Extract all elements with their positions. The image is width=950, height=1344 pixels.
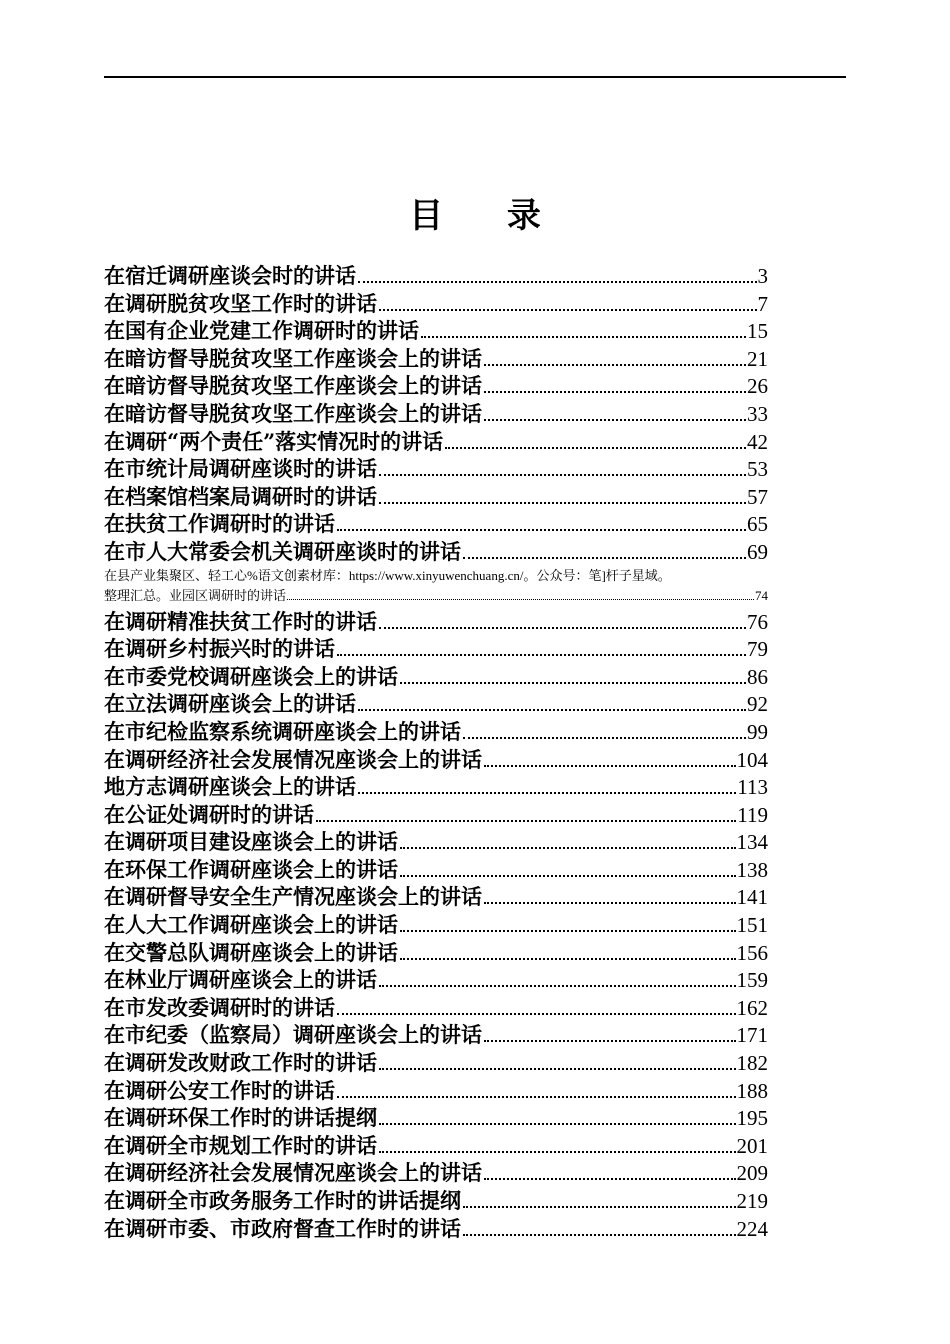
toc-entry[interactable] xyxy=(104,966,768,994)
toc-entry-page: 162 xyxy=(736,995,768,1020)
toc-entry-label: 地方志调研座谈会上的讲话 xyxy=(104,774,356,800)
toc-title: 目 录 xyxy=(409,196,567,236)
toc-leader-dots xyxy=(337,1013,736,1015)
toc-leader-dots xyxy=(358,709,746,711)
toc-entry[interactable] xyxy=(104,262,768,290)
toc-entry-page: 69 xyxy=(747,539,768,564)
toc-leader-dots xyxy=(484,364,746,366)
toc-entry[interactable] xyxy=(104,718,768,746)
toc-entry[interactable] xyxy=(104,746,768,774)
toc-entry-label: 在调研公安工作时的讲话 xyxy=(104,1077,335,1103)
toc-entry-label: 在交警总队调研座谈会上的讲话 xyxy=(104,939,398,965)
toc-leader-dots xyxy=(463,1206,736,1208)
toc-entry-label: 在市纪检监察系统调研座谈会上的讲话 xyxy=(104,718,461,744)
toc-leader-dots xyxy=(400,958,736,960)
toc-entry[interactable] xyxy=(104,428,768,456)
toc-entry-label: 在暗访督导脱贫攻坚工作座谈会上的讲话 xyxy=(104,345,482,371)
toc-entry[interactable] xyxy=(104,690,768,718)
toc-leader-dots xyxy=(400,930,736,932)
toc-entry-page: 15 xyxy=(747,319,768,344)
toc-entry[interactable] xyxy=(104,608,768,636)
toc-entry-label: 在国有企业党建工作调研时的讲话 xyxy=(104,318,419,344)
toc-entry-label: 在宿迁调研座谈会时的讲话 xyxy=(104,263,356,288)
toc-entry-page: 159 xyxy=(736,968,768,993)
toc-entry[interactable] xyxy=(104,400,768,428)
toc-entry-page: 156 xyxy=(736,940,768,965)
toc-entry[interactable] xyxy=(104,856,768,884)
toc-leader-dots xyxy=(445,447,746,449)
toc-entry-page: 219 xyxy=(736,1189,768,1213)
toc-entry-label: 在调研脱贫攻坚工作时的讲话 xyxy=(104,290,377,316)
toc-leader-dots xyxy=(421,336,746,338)
toc-leader-dots xyxy=(379,1151,736,1153)
toc-entry-label: 在公证处调研时的讲话 xyxy=(104,801,314,827)
toc-leader-dots xyxy=(463,737,746,739)
toc-leader-dots xyxy=(379,474,746,476)
toc-entry[interactable] xyxy=(104,1132,768,1160)
header-rule xyxy=(104,76,846,78)
toc-entry-label: 在调研全市规划工作时的讲话 xyxy=(104,1132,377,1158)
toc-entry-page: 141 xyxy=(736,885,768,910)
toc-entry-label: 在调研乡村振兴时的讲话 xyxy=(104,636,335,662)
toc-entry-label: 在调研督导安全生产情况座谈会上的讲话 xyxy=(104,884,482,910)
toc-leader-dots xyxy=(484,1178,736,1180)
toc-leader-dots xyxy=(400,682,746,684)
toc-entry-page: 65 xyxy=(747,512,768,537)
toc-entry-page: 92 xyxy=(747,692,768,717)
toc-leader-dots xyxy=(379,502,746,504)
toc-entry-label: 在暗访督导脱贫攻坚工作座谈会上的讲话 xyxy=(104,373,482,399)
toc-entry[interactable] xyxy=(104,290,768,318)
toc-entry-label: 在调研全市政务服务工作时的讲话提纲 xyxy=(104,1188,461,1213)
toc-entry-page: 138 xyxy=(736,857,768,882)
toc-entry-page: 151 xyxy=(736,913,768,938)
toc-entry-page: 42 xyxy=(747,429,768,454)
toc-entry-page: 3 xyxy=(757,264,768,288)
toc-leader-dots xyxy=(337,1096,736,1098)
toc-entry-page: 201 xyxy=(736,1133,768,1158)
table-of-contents xyxy=(104,262,768,1242)
toc-entry[interactable] xyxy=(104,1077,768,1105)
toc-entry-page: 188 xyxy=(736,1078,768,1103)
toc-entry-label: 在市委党校调研座谈会上的讲话 xyxy=(104,663,398,689)
toc-entry-label: 在调研环保工作时的讲话提纲 xyxy=(104,1105,377,1131)
toc-entry-page: 57 xyxy=(747,484,768,509)
toc-entry-label: 在市纪委（监察局）调研座谈会上的讲话 xyxy=(104,1022,482,1048)
toc-entry-page: 134 xyxy=(736,830,768,855)
toc-entry[interactable] xyxy=(104,483,768,511)
toc-entry-label: 在市人大常委会机关调研座谈时的讲话 xyxy=(104,538,461,564)
toc-entry-label: 在市发改委调研时的讲话 xyxy=(104,994,335,1020)
toc-entry[interactable] xyxy=(104,1104,768,1132)
toc-leader-dots xyxy=(337,529,746,531)
toc-entry-page: 195 xyxy=(736,1106,768,1131)
toc-entry-label: 在扶贫工作调研时的讲话 xyxy=(104,511,335,537)
toc-entry[interactable] xyxy=(104,635,768,663)
toc-entry[interactable] xyxy=(104,345,768,373)
toc-entry-label: 在调研精准扶贫工作时的讲话 xyxy=(104,608,377,634)
toc-entry[interactable] xyxy=(104,1215,768,1243)
toc-leader-dots xyxy=(484,902,736,904)
toc-entry-label: 在调研“两个责任”落实情况时的讲话 xyxy=(104,428,444,454)
toc-entry-page: 86 xyxy=(747,664,768,689)
toc-entry[interactable] xyxy=(104,1187,768,1215)
toc-leader-dots xyxy=(484,419,746,421)
toc-leader-dots xyxy=(358,792,736,794)
toc-leader-dots xyxy=(400,847,736,849)
toc-entry-label: 在环保工作调研座谈会上的讲话 xyxy=(104,856,398,882)
toc-entry-page: 119 xyxy=(737,802,768,827)
toc-leader-dots xyxy=(379,985,736,987)
toc-entry[interactable] xyxy=(104,939,768,967)
toc-entry-page: 53 xyxy=(747,457,768,482)
toc-entry-page: 79 xyxy=(747,637,768,662)
toc-leader-dots xyxy=(484,765,736,767)
toc-small-line1: 在县产业集聚区、轻工心%语文创素材库：https://www.xinyuwenchuang.cn/。公众号：笔]杆子星域。 xyxy=(104,567,671,583)
toc-entry-page: 171 xyxy=(736,1023,768,1048)
toc-small-label: 整理汇总。业园区调研时的讲话 xyxy=(104,587,287,603)
toc-entry-label: 在档案馆档案局调研时的讲话 xyxy=(104,483,377,509)
toc-entry-label: 在暗访督导脱贫攻坚工作座谈会上的讲话 xyxy=(104,400,482,426)
toc-entry-page: 182 xyxy=(736,1051,768,1076)
toc-leader-dots xyxy=(287,599,754,600)
toc-entry-label: 在调研发改财政工作时的讲话 xyxy=(104,1050,377,1076)
toc-entry[interactable] xyxy=(104,883,768,911)
toc-entry-label: 在调研市委、市政府督查工作时的讲话 xyxy=(104,1215,461,1241)
toc-leader-dots xyxy=(484,1040,736,1042)
toc-entry-page: 76 xyxy=(747,609,768,634)
toc-entry-label: 在人大工作调研座谈会上的讲话 xyxy=(104,912,398,938)
toc-entry[interactable] xyxy=(104,1049,768,1077)
toc-leader-dots xyxy=(379,1123,736,1125)
toc-leader-dots xyxy=(463,557,746,559)
toc-entry-label: 在市统计局调研座谈时的讲话 xyxy=(104,456,377,482)
toc-small-page: 74 xyxy=(755,587,768,603)
toc-entry-page: 209 xyxy=(736,1161,768,1186)
toc-entry-page: 33 xyxy=(747,401,768,426)
toc-entry-page: 26 xyxy=(747,374,768,399)
toc-entry[interactable] xyxy=(104,372,768,400)
toc-leader-dots xyxy=(463,1234,736,1236)
toc-leader-dots xyxy=(337,654,746,656)
toc-entry-page: 113 xyxy=(737,775,768,800)
toc-leader-dots xyxy=(316,820,736,822)
toc-entry[interactable] xyxy=(104,510,768,538)
toc-entry[interactable] xyxy=(104,663,768,691)
toc-list-a xyxy=(104,262,768,566)
toc-list-b xyxy=(104,608,768,1243)
toc-entry-page: 104 xyxy=(736,747,768,772)
toc-entry[interactable] xyxy=(104,801,768,829)
toc-leader-dots xyxy=(379,309,757,311)
toc-entry[interactable] xyxy=(104,538,768,566)
toc-entry[interactable] xyxy=(104,1159,768,1187)
toc-leader-dots xyxy=(379,627,746,629)
toc-entry[interactable] xyxy=(104,994,768,1022)
toc-entry-page: 7 xyxy=(757,291,768,316)
toc-entry-label: 在林业厅调研座谈会上的讲话 xyxy=(104,967,377,993)
toc-leader-dots xyxy=(400,875,736,877)
toc-entry[interactable] xyxy=(104,773,768,801)
toc-entry-label: 在立法调研座谈会上的讲话 xyxy=(104,691,356,717)
toc-entry[interactable] xyxy=(104,911,768,939)
toc-entry[interactable] xyxy=(104,317,768,345)
toc-leader-dots xyxy=(358,281,757,283)
toc-entry-page: 99 xyxy=(747,719,768,744)
toc-small-line2 xyxy=(104,586,768,606)
toc-entry-page: 224 xyxy=(736,1216,768,1241)
toc-entry[interactable] xyxy=(104,1021,768,1049)
toc-entry-label: 在调研经济社会发展情况座谈会上的讲话 xyxy=(104,746,482,772)
toc-entry-small[interactable] xyxy=(104,566,768,608)
toc-entry[interactable] xyxy=(104,455,768,483)
toc-entry[interactable] xyxy=(104,828,768,856)
toc-leader-dots xyxy=(484,391,746,393)
toc-entry-label: 在调研项目建设座谈会上的讲话 xyxy=(104,829,398,855)
toc-leader-dots xyxy=(379,1068,736,1070)
toc-entry-page: 21 xyxy=(747,346,768,371)
toc-entry-label: 在调研经济社会发展情况座谈会上的讲话 xyxy=(104,1160,482,1186)
